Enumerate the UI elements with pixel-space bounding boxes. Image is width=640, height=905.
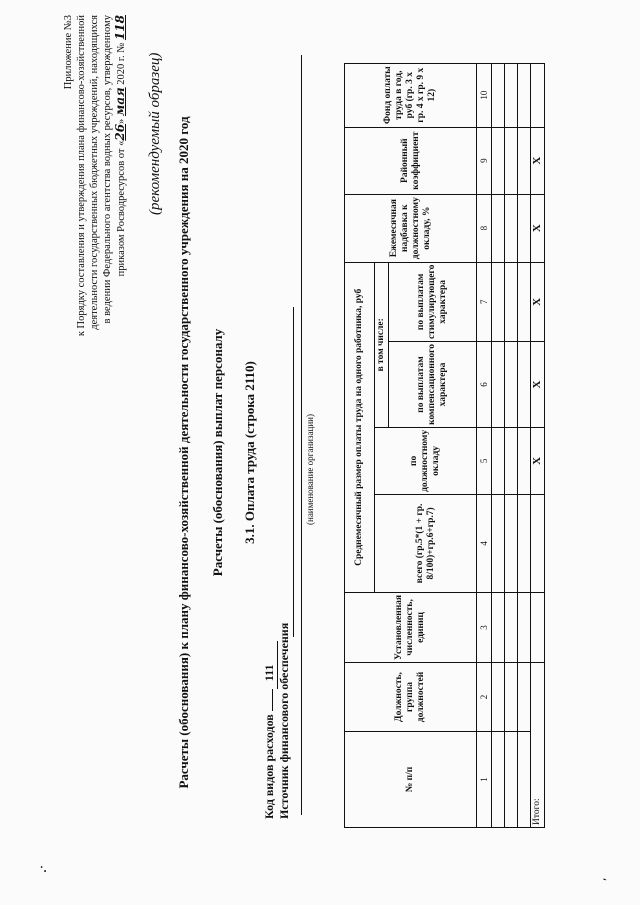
header-by-salary: по должностному окладу bbox=[375, 427, 477, 494]
document-title: Расчеты (обоснования) к плану финансово-хозяйственной деятельности государственного учреждения на 2020 год bbox=[176, 116, 191, 789]
header-position: Должность, группа должностей bbox=[345, 663, 477, 732]
table-cell bbox=[492, 592, 505, 662]
table-cell bbox=[505, 592, 518, 662]
header-total: всего (гр.5*(1 + гр. 8/100)+гр.6+гр.7) bbox=[375, 494, 477, 592]
table-cell bbox=[505, 342, 518, 428]
header-fund: Фонд оплаты труда в год, руб (гр. 3 х гр. 4 х гр. 9 х 12) bbox=[345, 63, 477, 127]
funding-source-label: Источник финансового обеспечения bbox=[277, 622, 291, 819]
table-cell bbox=[492, 262, 505, 341]
order-prefix: приказом Росводресурсов от « bbox=[116, 140, 127, 277]
annex-line-2: деятельности государственных бюджетных учреждений, находящихся bbox=[89, 15, 100, 330]
table-cell bbox=[492, 427, 505, 494]
table-cell bbox=[492, 127, 505, 194]
order-day: 26 bbox=[113, 123, 127, 141]
table-cell bbox=[505, 63, 518, 127]
table-cell bbox=[531, 592, 545, 662]
col-number: 7 bbox=[477, 262, 492, 341]
organization-line bbox=[301, 55, 302, 815]
table-cell bbox=[531, 63, 545, 127]
col-number: 10 bbox=[477, 63, 492, 127]
sample-label: (рекомендуемый образец) bbox=[147, 52, 163, 215]
table-cell bbox=[492, 663, 505, 732]
header-incl: в том числе: bbox=[375, 262, 389, 427]
expense-code bbox=[262, 641, 278, 819]
annex-line-1: к Порядку составления и утверждения плана финансово-хозяйственной bbox=[76, 15, 87, 337]
table-cell bbox=[518, 494, 531, 592]
expense-code-label: Код видов расходов bbox=[262, 714, 276, 819]
col-number: 1 bbox=[477, 732, 492, 828]
expense-code-underline bbox=[272, 689, 273, 711]
header-comp: по выплатам компенсационного характера bbox=[389, 342, 477, 428]
section-title: 3.1. Оплата труда (строка 2110) bbox=[242, 361, 257, 544]
col-number: 4 bbox=[477, 494, 492, 592]
col-number: 5 bbox=[477, 427, 492, 494]
table-cell bbox=[531, 494, 545, 592]
scan-mark: ·˙ bbox=[38, 865, 52, 873]
order-mid-2: 2020 г. № bbox=[116, 40, 127, 88]
table-cell bbox=[492, 63, 505, 127]
header-avg-group: Среднемесячный размер оплаты труда на одного работника, руб bbox=[345, 262, 375, 592]
table-cell bbox=[518, 663, 531, 732]
col-number: 2 bbox=[477, 663, 492, 732]
x-mark: X bbox=[531, 342, 545, 428]
scan-mark: ′ bbox=[600, 877, 614, 881]
table-row bbox=[505, 63, 518, 827]
total-row bbox=[531, 63, 545, 827]
table-cell bbox=[492, 494, 505, 592]
table-cell bbox=[518, 63, 531, 127]
table-cell bbox=[505, 427, 518, 494]
table-cell bbox=[518, 427, 531, 494]
payroll-table bbox=[344, 63, 545, 828]
header-num: № п/п bbox=[345, 732, 477, 828]
funding-source-line bbox=[293, 307, 294, 637]
order-month: мая bbox=[113, 87, 127, 117]
header-district: Районный коэффициент bbox=[345, 127, 477, 194]
x-mark: X bbox=[531, 427, 545, 494]
col-number: 6 bbox=[477, 342, 492, 428]
table-cell bbox=[505, 262, 518, 341]
x-mark: X bbox=[531, 194, 545, 262]
table-cell bbox=[505, 663, 518, 732]
header-staff: Установленная численность, единиц bbox=[345, 592, 477, 662]
organization-caption: (наименование организации) bbox=[305, 414, 315, 525]
col-number: 3 bbox=[477, 592, 492, 662]
table-cell bbox=[518, 342, 531, 428]
table-header-row bbox=[345, 63, 375, 827]
table-cell bbox=[518, 732, 531, 828]
header-stim: по выплатам стимулирующего характера bbox=[389, 262, 477, 341]
total-label: Итого: bbox=[531, 663, 545, 828]
table-cell bbox=[518, 592, 531, 662]
col-number: 9 bbox=[477, 127, 492, 194]
table-cell bbox=[505, 194, 518, 262]
table-cell bbox=[518, 194, 531, 262]
table-row bbox=[518, 63, 531, 827]
table-cell bbox=[518, 127, 531, 194]
table-cell bbox=[505, 494, 518, 592]
x-mark: X bbox=[531, 127, 545, 194]
table-row bbox=[492, 63, 505, 827]
expense-code-value: 111 bbox=[262, 641, 278, 689]
document-subtitle: Расчеты (обоснования) выплат персоналу bbox=[210, 328, 225, 577]
annex-title: Приложение №3 bbox=[63, 15, 74, 90]
table-cell bbox=[492, 732, 505, 828]
annex-block bbox=[62, 15, 128, 405]
header-monthly: Ежемесячная надбавка к должностному окладу, % bbox=[345, 194, 477, 262]
table-cell bbox=[518, 262, 531, 341]
table-cell bbox=[505, 732, 518, 828]
col-number: 8 bbox=[477, 194, 492, 262]
x-mark: X bbox=[531, 262, 545, 341]
annex-order-line bbox=[114, 15, 128, 405]
table-cell bbox=[505, 127, 518, 194]
table-cell bbox=[492, 342, 505, 428]
table-cell bbox=[492, 194, 505, 262]
column-number-row bbox=[477, 63, 492, 827]
annex-line-3: в ведении Федерального агентства водных ресурсов, утвержденному bbox=[102, 15, 113, 324]
order-mid-1: » bbox=[116, 116, 127, 124]
order-number: 118 bbox=[113, 15, 127, 41]
